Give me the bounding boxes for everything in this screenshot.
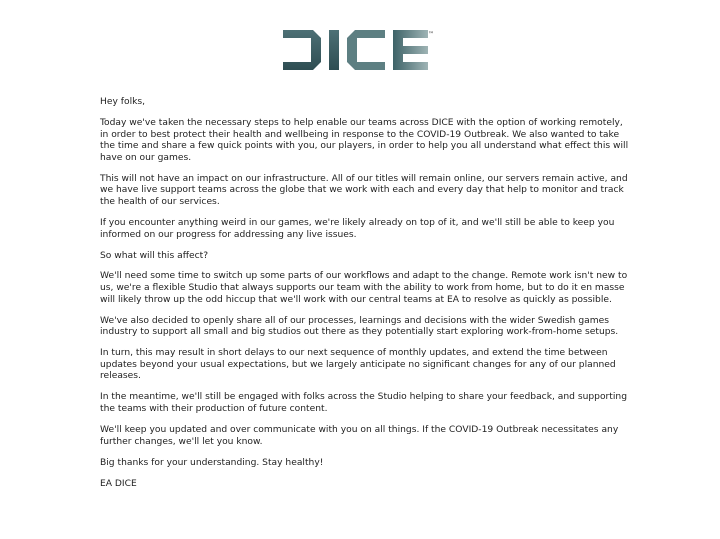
paragraph-infrastructure: This will not have an impact on our infrastructure. All of our titles will remain online, our servers remain active, and we have live support teams across the globe that we work with each and every day that help to monitor and track the health of our services. bbox=[100, 173, 628, 207]
paragraph-sharing: We've also decided to openly share all of our processes, learnings and decisions with the wider Swedish games industry to support all small and big studios out there as they potentially start exploring work-from-home setups. bbox=[100, 315, 619, 338]
paragraph-live-issues: If you encounter anything weird in our games, we're likely already on top of it, and we'll still be able to keep you informed on our progress for addressing any live issues. bbox=[100, 217, 615, 240]
paragraph-workflows: We'll need some time to switch up some parts of our workflows and adapt to the change. Remote work isn't new to us, we're a flexible Studio that always supports our team with the ability to work from home, but to do it en masse will likely throw up the odd hiccup that we'll work with our central teams at EA to resolve as quickly as possible. bbox=[100, 271, 628, 305]
greeting: Hey folks, bbox=[100, 97, 146, 107]
paragraph-delays: In turn, this may result in short delays to our next sequence of monthly updates, and extend the time between updates beyond your usual expectations, but we largely anticipate no significant changes for any of our planned releases. bbox=[100, 348, 616, 382]
signature: EA DICE bbox=[100, 478, 137, 489]
dice-logo bbox=[283, 30, 428, 74]
paragraph-question: So what will this affect? bbox=[100, 250, 209, 261]
letter-body bbox=[100, 97, 632, 500]
paragraph-updates: We'll keep you updated and over communicate with you on all things. If the COVID-19 Outbreak necessitates any further changes, we'll let you know. bbox=[100, 424, 619, 447]
paragraph-thanks: Big thanks for your understanding. Stay healthy! bbox=[100, 457, 324, 468]
dice-logo-mark bbox=[283, 30, 428, 70]
paragraph-meantime: In the meantime, we'll still be engaged with folks across the Studio helping to share your feedback, and supporting the teams with their production of future content. bbox=[100, 392, 627, 414]
paragraph-intro: Today we've taken the necessary steps to help enable our teams across DICE with the option of working remotely, in order to best protect their health and wellbeing in response to the COVID-19 Outbreak. We also wanted to take the time and share a few quick points with you, our players, in order to help you all understand what effect this will have on our games. bbox=[100, 117, 629, 163]
trademark-symbol: ™ bbox=[428, 31, 434, 38]
